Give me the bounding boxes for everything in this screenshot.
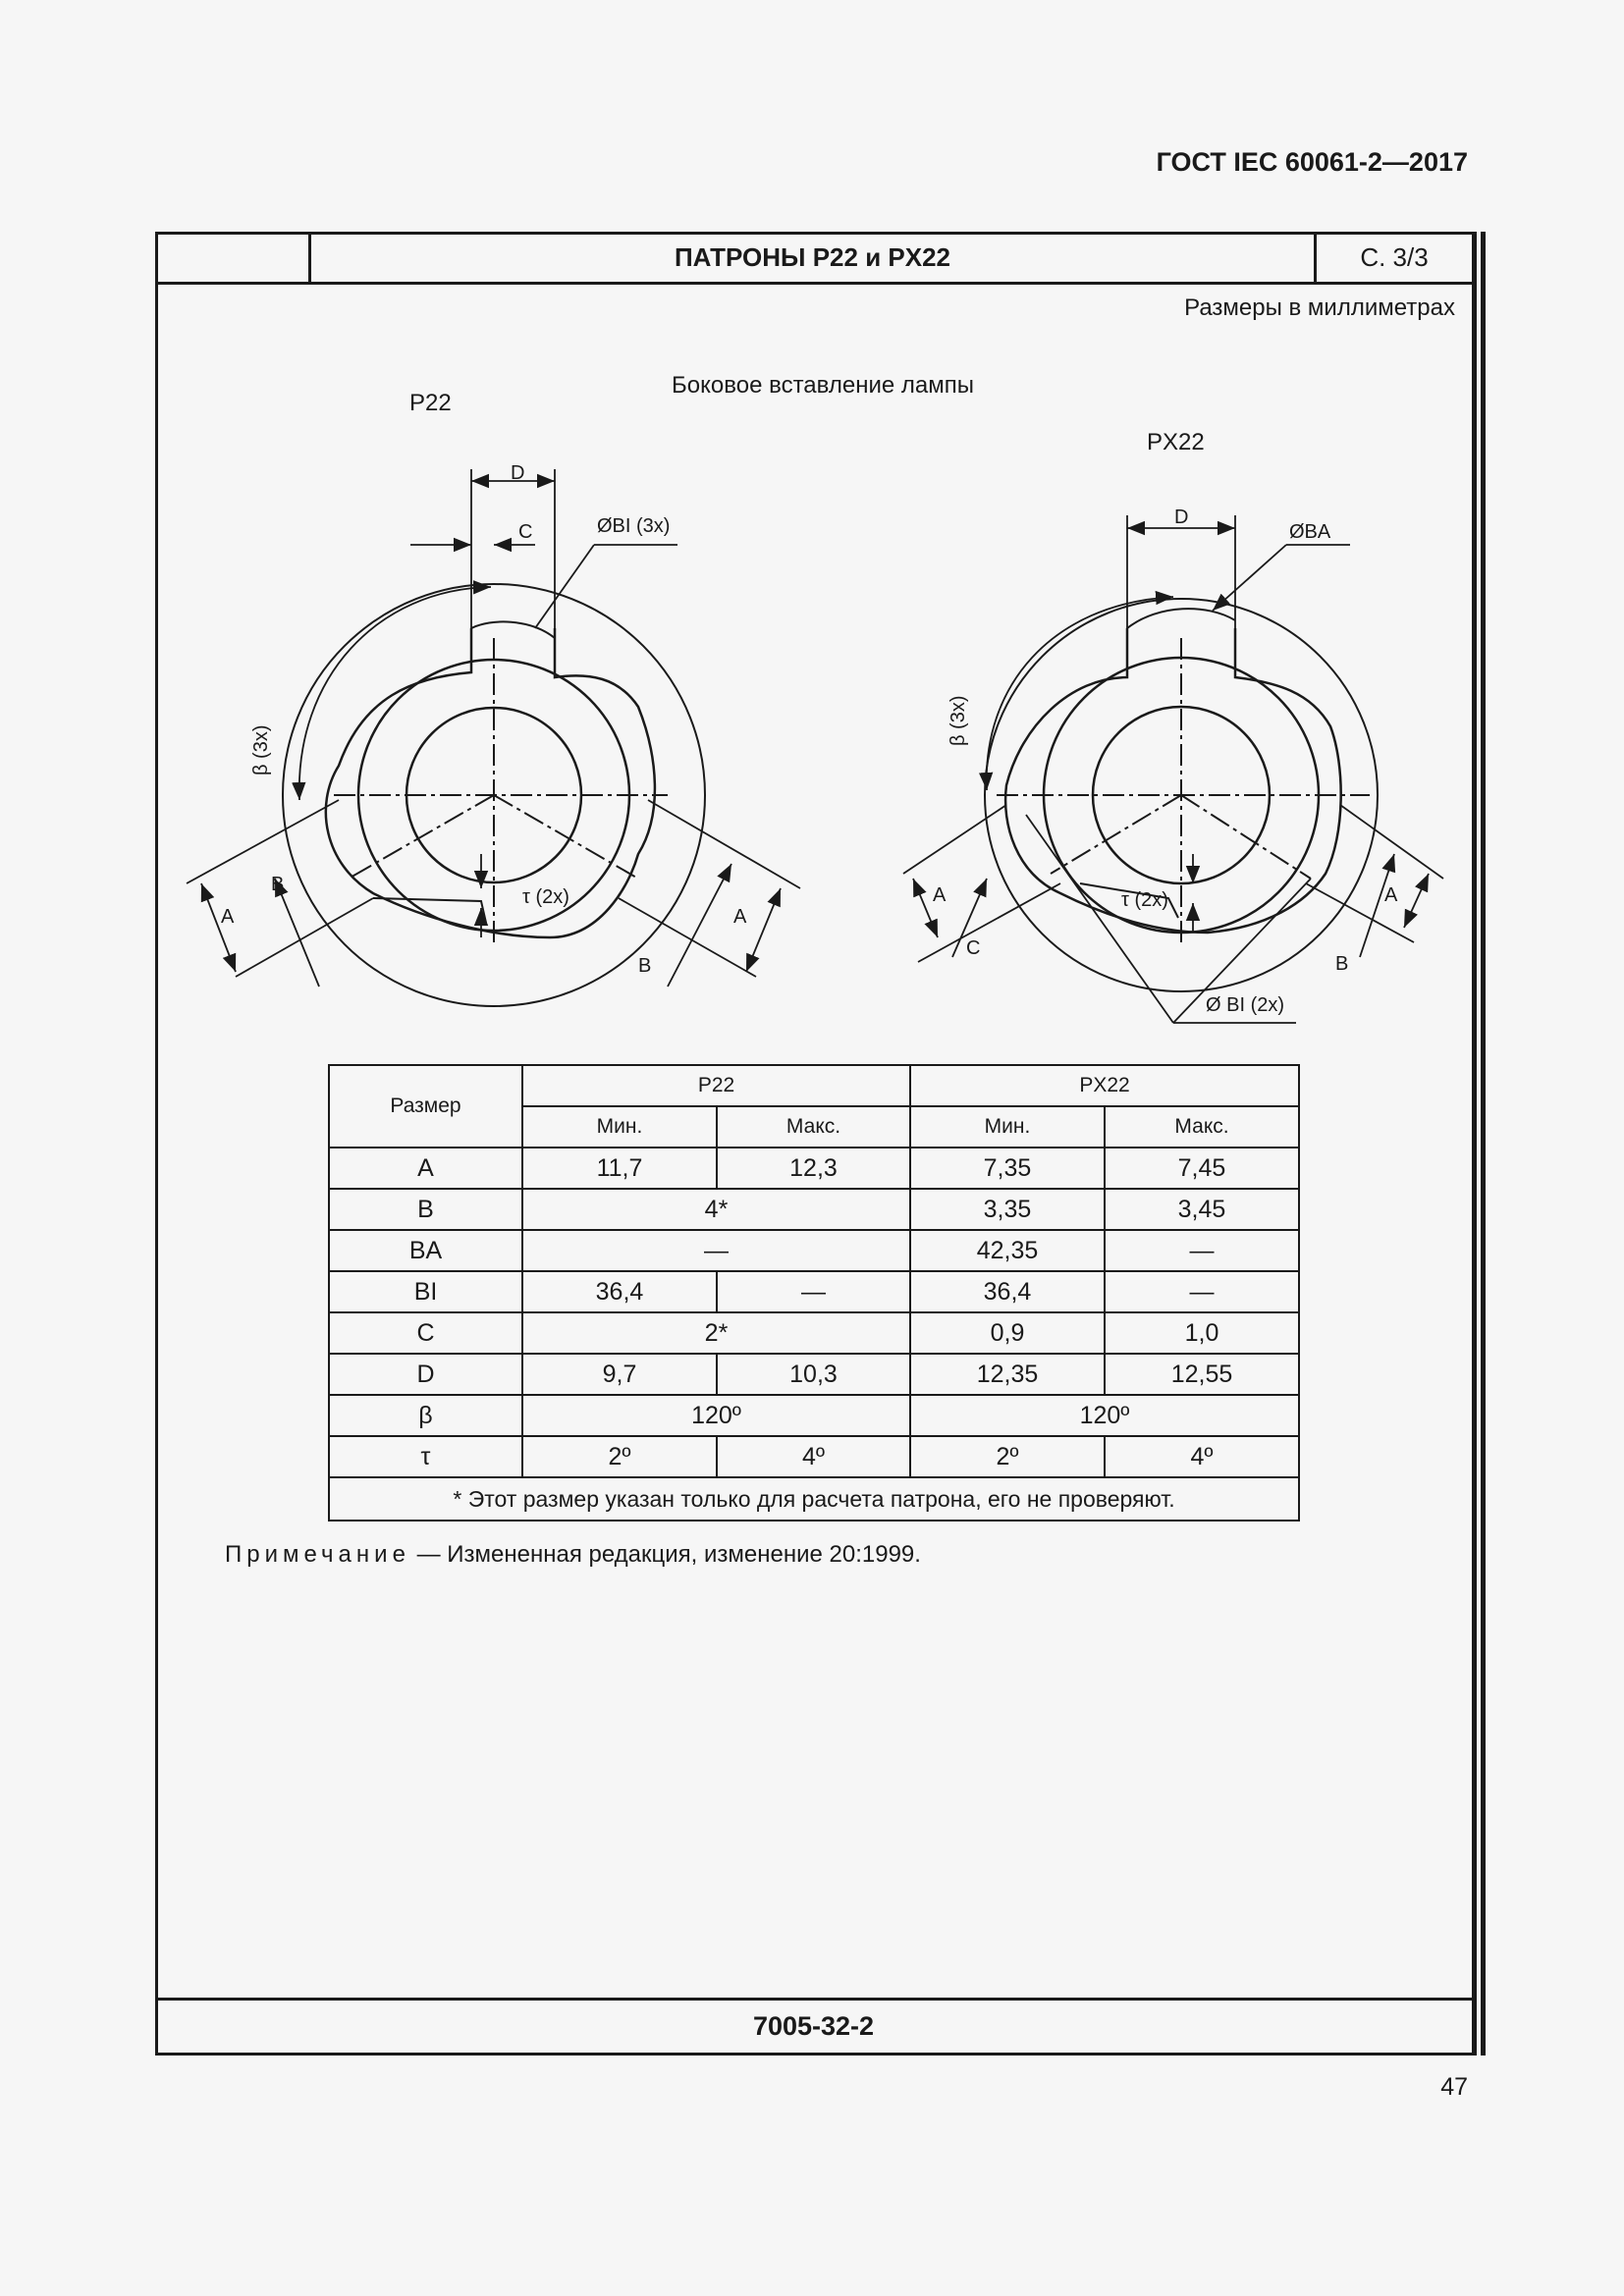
header-p22-min: Мин. [522,1106,717,1148]
table-row [329,1148,1299,1189]
px22-label-a-left: A [933,884,947,906]
p22-label-b-right: B [638,955,652,977]
p22-bi-arc [471,621,555,638]
table-row [329,1189,1299,1230]
cell: 11,7 [522,1148,717,1189]
cell: 120º [522,1395,910,1436]
px22-label-a-right: A [1384,884,1398,906]
px22-label-d: D [1174,507,1189,528]
p22-bi-leader [535,545,594,628]
p22-ext-left [187,800,339,883]
p22-label-b-left: B [271,874,285,895]
px22-label-c-left: C [966,937,981,959]
cell: 2º [522,1436,717,1477]
px22-label-beta: β (3x) [947,695,969,746]
p22-centerline-left [349,795,494,879]
p22-drawing [187,469,800,1006]
cell: 0,9 [910,1312,1105,1354]
cell: 42,35 [910,1230,1105,1271]
header-p22-max: Макс. [717,1106,910,1148]
px22-ext-right [1340,805,1443,879]
note-label: Примечание [225,1541,410,1568]
cell: — [1105,1271,1299,1312]
cell: 36,4 [910,1271,1105,1312]
cell: 12,55 [1105,1354,1299,1395]
dimensions-table [328,1064,1300,1522]
p22-label-bi: ØBI (3x) [597,515,671,537]
header-px22: PX22 [910,1065,1299,1106]
cell: 36,4 [522,1271,717,1312]
cell: 4º [717,1436,910,1477]
px22-label-tau: τ (2x) [1121,889,1168,911]
p22-label-c: C [518,521,533,543]
cell: 10,3 [717,1354,910,1395]
header-p22: P22 [522,1065,910,1106]
table-row [329,1312,1299,1354]
row-name: B [329,1189,522,1230]
cell: — [1105,1230,1299,1271]
note-text: — Измененная редакция, изменение 20:1999. [409,1541,921,1568]
cell: 2* [522,1312,910,1354]
px22-label-bi: Ø BI (2x) [1206,994,1285,1016]
p22-ext-right [648,800,800,888]
footer-divider [155,1998,1472,2001]
table-header-row [329,1065,1299,1106]
cell: — [522,1230,910,1271]
px22-bi-leader-left [1026,815,1173,1023]
row-name: τ [329,1436,522,1477]
p22-label-beta: β (3x) [250,724,272,775]
table-row [329,1271,1299,1312]
px22-name: PX22 [1147,429,1205,455]
px22-label-b-right: B [1335,953,1349,975]
sheet-title: ПАТРОНЫ P22 и PX22 [674,242,951,272]
table-footnote-row [329,1477,1299,1521]
p22-label-tau: τ (2x) [522,886,569,908]
cell: 4º [1105,1436,1299,1477]
p22-socket-contour [326,628,655,937]
cell: 3,35 [910,1189,1105,1230]
header-px22-max: Макс. [1105,1106,1299,1148]
cell: 4* [522,1189,910,1230]
px22-ba-arc [1127,609,1235,628]
row-name: β [329,1395,522,1436]
cell: 1,0 [1105,1312,1299,1354]
cell: 12,3 [717,1148,910,1189]
table-row [329,1230,1299,1271]
row-name: A [329,1148,522,1189]
row-name: C [329,1312,522,1354]
p22-centerline-right [494,795,638,879]
px22-centerline-right [1181,795,1311,879]
table-row [329,1354,1299,1395]
px22-drawing [903,515,1443,1023]
p22-dim-b-right [668,864,731,987]
p22-dim-a-right [746,888,781,972]
px22-centerline-left [1051,795,1181,874]
document-code: 7005-32-2 [752,2011,875,2041]
cell: 3,45 [1105,1189,1299,1230]
row-name: BI [329,1271,522,1312]
cell: 7,45 [1105,1148,1299,1189]
px22-ba-leader [1213,545,1286,611]
p22-ext-left-2 [236,898,373,977]
page-number: 47 [1440,2073,1468,2101]
cell: 2º [910,1436,1105,1477]
px22-label-ba: ØBA [1289,521,1331,543]
p22-dim-a-left [201,883,236,972]
p22-label-a-right: A [733,906,747,928]
table-footnote: * Этот размер указан только для расчета патрона, его не проверяют. [329,1477,1299,1521]
cell: 7,35 [910,1148,1105,1189]
header-px22-min: Мин. [910,1106,1105,1148]
sheet-number: С. 3/3 [1360,242,1429,272]
drawing-caption: Боковое вставление лампы [672,372,974,399]
cell: 12,35 [910,1354,1105,1395]
p22-label-a-left: A [221,906,235,928]
px22-ext-right-2 [1306,883,1414,942]
px22-dim-a-right [1404,874,1429,928]
row-name: D [329,1354,522,1395]
p22-name: P22 [409,390,452,416]
table-row [329,1436,1299,1477]
table-row [329,1395,1299,1436]
cell: — [717,1271,910,1312]
header-size: Размер [329,1065,522,1148]
p22-labels [221,390,747,977]
technical-drawing [0,0,1624,1060]
p22-label-d: D [511,462,525,484]
units-note: Размеры в миллиметрах [1184,294,1455,321]
row-name: BA [329,1230,522,1271]
note [225,1541,921,1569]
px22-ext-left [903,805,1006,874]
standard-number: ГОСТ IEC 60061-2—2017 [1156,147,1468,177]
cell: 9,7 [522,1354,717,1395]
cell: 120º [910,1395,1299,1436]
